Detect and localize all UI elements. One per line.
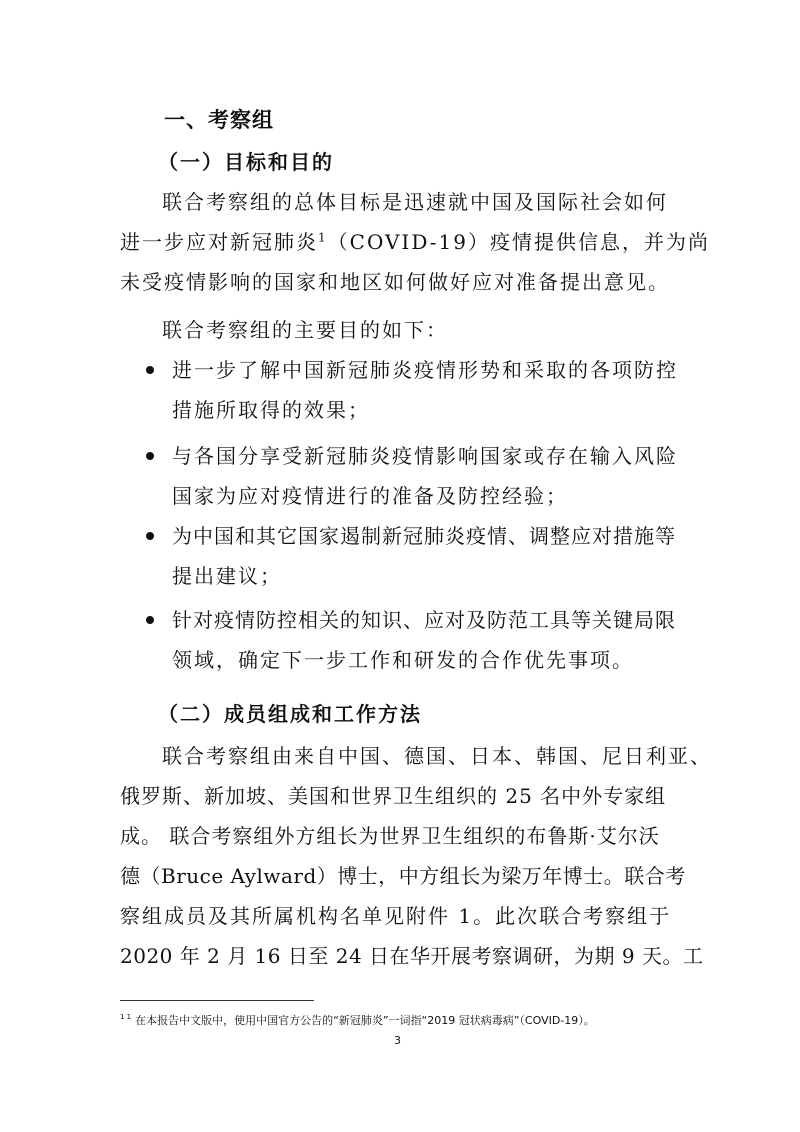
list-item-line: 措施所取得的效果； xyxy=(172,398,370,422)
footnote xyxy=(120,1012,595,1028)
list-item-line: 针对疫情防控相关的知识、应对及防范工具等关键局限 xyxy=(172,608,676,632)
bullet-icon xyxy=(146,616,154,624)
list-item xyxy=(120,436,690,516)
paragraph-line: 成。 联合考察组外方组长为世界卫生组织的布鲁斯·艾尔沃 xyxy=(120,824,660,848)
list-item xyxy=(120,600,690,680)
paragraph-line xyxy=(120,222,710,262)
footnote-reference[interactable]: 1 xyxy=(318,230,328,245)
paragraph-line: 联合考察组的主要目的如下： xyxy=(162,318,448,342)
page-number: 3 xyxy=(394,1034,401,1047)
list-item xyxy=(120,350,690,430)
list-item xyxy=(120,516,690,596)
text-span: 进一步应对新冠肺炎 xyxy=(120,230,318,254)
paragraph-line: 察组成员及其所属机构名单见附件 1。此次联合考察组于 xyxy=(120,904,672,928)
paragraph-line: 俄罗斯、新加坡、美国和世界卫生组织的 25 名中外专家组 xyxy=(120,784,667,808)
section-title-members: （二）成员组成和工作方法 xyxy=(158,702,422,726)
list-item-line: 进一步了解中国新冠肺炎疫情形势和采取的各项防控 xyxy=(172,358,678,382)
list-item-line: 提出建议； xyxy=(172,564,282,588)
paragraph-overall-goal xyxy=(120,182,710,302)
bullet-icon xyxy=(146,452,154,460)
paragraph-line: 德（Bruce Aylward）博士，中方组长为梁万年博士。联合考 xyxy=(120,864,686,888)
list-item-line: 与各国分享受新冠肺炎疫情影响国家或存在输入风险 xyxy=(172,444,678,468)
paragraph-line: 联合考察组的总体目标是迅速就中国及国际社会如何 xyxy=(162,190,668,214)
paragraph-line: 联合考察组由来自中国、德国、日本、韩国、尼日利亚、 xyxy=(162,744,712,768)
footnote-marker: 1 1 xyxy=(120,1013,132,1022)
section-title-goals: （一）目标和目的 xyxy=(158,150,334,174)
text-span: （COVID-19）疫情提供信息，并为尚 xyxy=(327,230,710,254)
list-item-line: 领域，确定下一步工作和研发的合作优先事项。 xyxy=(172,648,634,672)
heading-investigation-team: 一、考察组 xyxy=(164,108,274,132)
footnote-text: 在本报告中文版中，使用中国官方公告的“新冠肺炎”一词指“2019 冠状病毒病”（COVID-19）。 xyxy=(135,1014,595,1027)
paragraph-line: 未受疫情影响的国家和地区如何做好应对准备提出意见。 xyxy=(120,270,670,294)
list-item-line: 为中国和其它国家遏制新冠肺炎疫情、调整应对措施等 xyxy=(172,524,676,548)
list-item-line: 国家为应对疫情进行的准备及防控经验； xyxy=(172,484,568,508)
paragraph-members xyxy=(120,736,712,976)
bullet-icon xyxy=(146,366,154,374)
footnote-divider xyxy=(120,1000,314,1001)
paragraph-line: 2020 年 2 月 16 日至 24 日在华开展考察调研，为期 9 天。工 xyxy=(120,944,704,968)
paragraph-main-objectives xyxy=(120,310,690,350)
bullet-icon xyxy=(146,532,154,540)
